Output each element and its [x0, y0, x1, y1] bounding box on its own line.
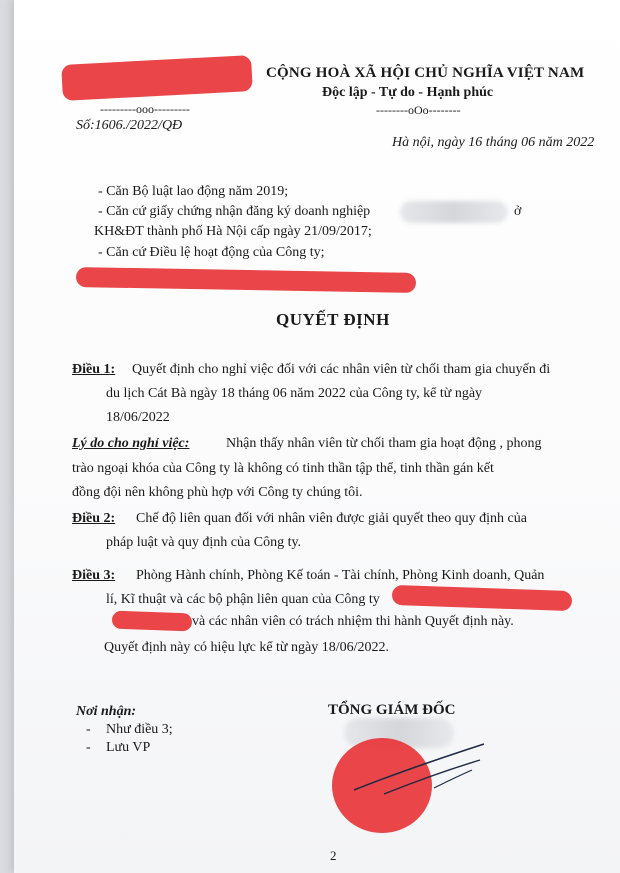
divider-left: ---------ooo---------: [100, 102, 190, 116]
decision-title: QUYẾT ĐỊNH: [276, 310, 390, 329]
article-3-line-1: Phòng Hành chính, Phòng Kế toán - Tài chính, Phòng Kinh doanh, Quản: [136, 568, 545, 583]
article-2-line-1: Chế độ liên quan đối với nhân viên được giải quyết theo quy định của: [136, 511, 527, 526]
basis-line-1: - Căn Bộ luật lao động năm 2019;: [98, 184, 289, 199]
article-2-label: Điều 2:: [72, 511, 116, 526]
redaction-company-name: [61, 55, 253, 101]
recipient-item-2: Lưu VP: [106, 740, 151, 755]
article-3-line-2: lí, Kĩ thuật và các bộ phận liên quan của Công ty: [106, 592, 380, 607]
recipient-bullet-1: -: [86, 722, 91, 737]
page-number: 2: [330, 848, 337, 863]
article-3-label: Điều 3:: [72, 568, 116, 583]
article-2-line-2: pháp luật và quy định của Công ty.: [106, 535, 302, 550]
effective-statement: Quyết định này có hiệu lực kể từ ngày 18/06/2022.: [104, 640, 390, 655]
basis-line-4: - Căn cứ Điều lệ hoạt động của Công ty;: [98, 245, 325, 260]
article-1-line-3: 18/06/2022: [106, 410, 170, 425]
signature-stroke: [344, 730, 494, 810]
reason-label: Lý do cho nghỉ việc:: [72, 436, 190, 451]
redaction-director-line: [76, 267, 416, 293]
document-number: Số:1606./2022/QĐ: [76, 118, 183, 133]
basis-line-2: - Căn cứ giấy chứng nhận đăng ký doanh nghiệp: [98, 204, 371, 219]
signer-title: TỔNG GIÁM ĐỐC: [328, 702, 456, 718]
reason-line-1: Nhận thấy nhân viên từ chối tham gia hoạt động , phong: [226, 436, 542, 451]
divider-right: --------oOo--------: [376, 103, 461, 117]
recipient-item-1: Như điều 3;: [106, 722, 173, 737]
recipient-bullet-2: -: [86, 740, 91, 755]
article-1-label: Điều 1:: [72, 362, 116, 377]
basis-line-3: KH&ĐT thành phố Hà Nội cấp ngày 21/09/2017;: [94, 224, 372, 239]
motto: Độc lập - Tự do - Hạnh phúc: [322, 85, 494, 100]
recipients-label: Nơi nhận:: [76, 704, 137, 719]
article-1-line-1: Quyết định cho nghỉ việc đối với các nhân viên từ chối tham gia chuyến đi: [132, 362, 551, 377]
place-date: Hà nội, ngày 16 tháng 06 năm 2022: [392, 135, 595, 150]
article-3-line-3: và các nhân viên có trách nhiệm thi hành Quyết định này.: [192, 614, 514, 629]
basis-line-2-tail: ở: [514, 204, 522, 219]
article-1-line-2: du lịch Cát Bà ngày 18 tháng 06 năm 2022 của Công ty, kể từ ngày: [106, 386, 483, 401]
reason-line-3: đồng đội nên không phù hợp với Công ty chúng tôi.: [72, 485, 363, 500]
document-page: [14, 0, 620, 873]
blurred-business-code: [400, 201, 508, 223]
reason-line-2: trào ngoại khóa của Công ty là không có tinh thần tập thể, tinh thần gán kết: [72, 461, 494, 476]
nation-heading: CỘNG HOÀ XÃ HỘI CHỦ NGHĨA VIỆT NAM: [266, 65, 585, 81]
redaction-company-name-3: [112, 611, 193, 632]
redaction-company-name-2: [392, 585, 573, 611]
